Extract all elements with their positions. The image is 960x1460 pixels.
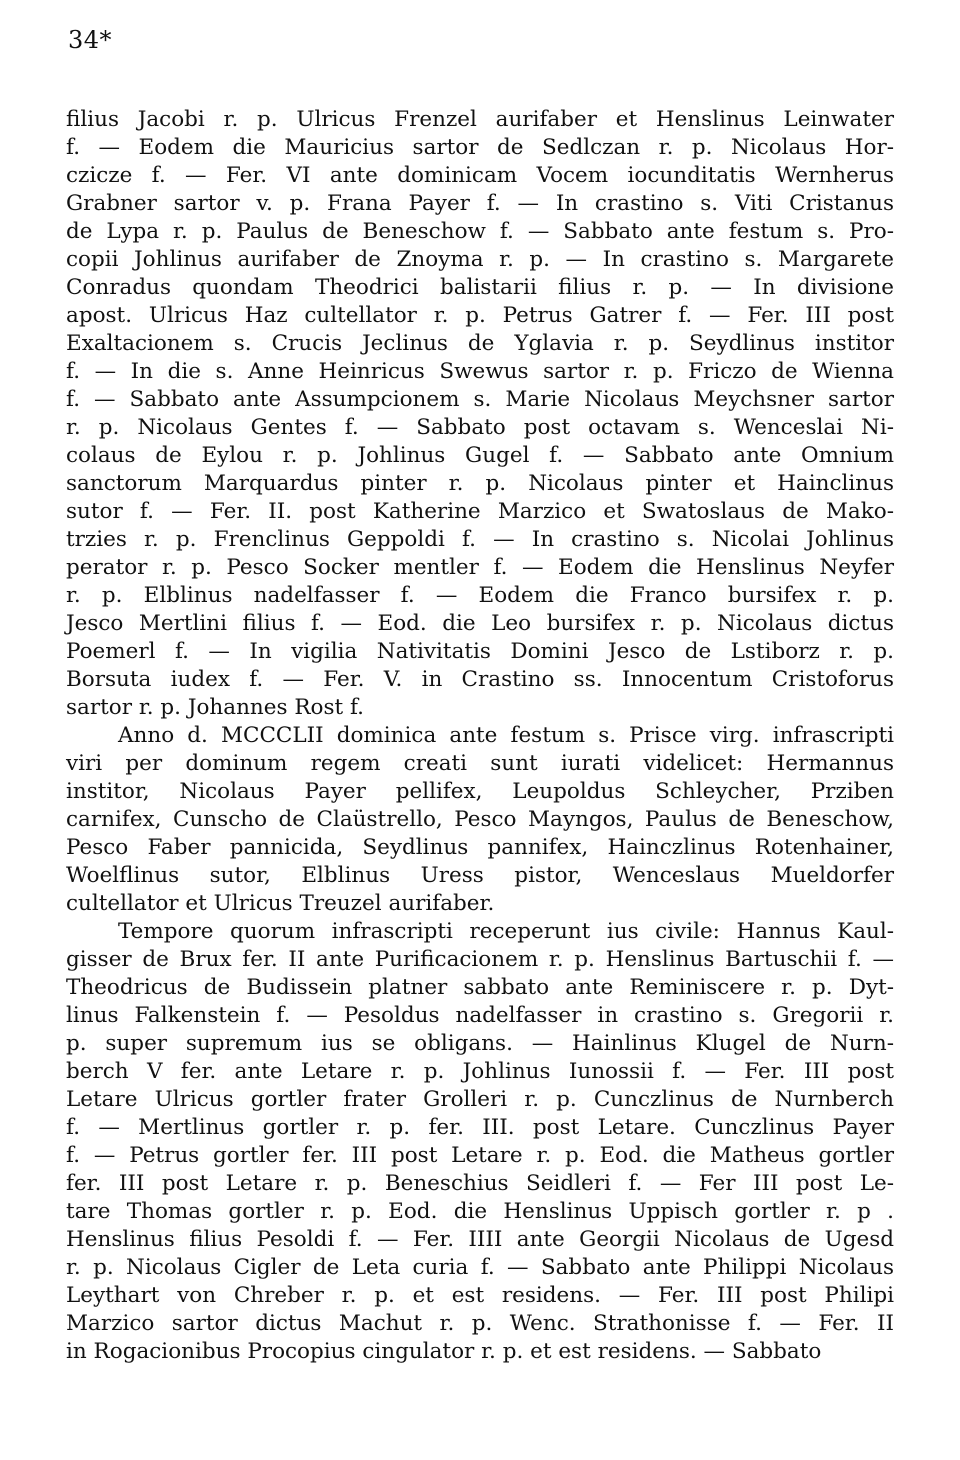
text-line: Woelflinus sutor, Elblinus Uress pistor, Wenceslaus Mueldorfer [66, 863, 894, 888]
text-line: Conradus quondam Theodrici balistarii filius r. p. — In divisione [66, 275, 894, 300]
text-line: tare Thomas gortler r. p. Eod. die Henslinus Uppisch gortler r. p . [66, 1199, 894, 1224]
text-line: f. — Mertlinus gortler r. p. fer. III. post Letare. Cunczlinus Payer [66, 1115, 894, 1140]
text-line: Anno d. MCCCLII dominica ante festum s. Prisce virg. infrascripti [118, 723, 894, 748]
text-line: r. p. Nicolaus Cigler de Leta curia f. — Sabbato ante Philippi Nicolaus [66, 1255, 894, 1280]
text-line: f. — In die s. Anne Heinricus Swewus sartor r. p. Friczo de Wienna [66, 359, 894, 384]
text-line: Marzico sartor dictus Machut r. p. Wenc. Strathonisse f. — Fer. II [66, 1311, 894, 1336]
page-number: 34* [68, 26, 113, 54]
paragraph [66, 106, 894, 722]
text-line: Jesco Mertlini filius f. — Eod. die Leo bursifex r. p. Nicolaus dictus [66, 611, 894, 636]
text-line: apost. Ulricus Haz cultellator r. p. Petrus Gatrer f. — Fer. III post [66, 303, 894, 328]
text-line: linus Falkenstein f. — Pesoldus nadelfasser in crastino s. Gregorii r. [66, 1003, 894, 1028]
text-line: Poemerl f. — In vigilia Nativitatis Domini Jesco de Lstiborz r. p. [66, 639, 894, 664]
text-line: viri per dominum regem creati sunt iurati videlicet: Hermannus [66, 751, 894, 776]
text-line: f. — Petrus gortler fer. III post Letare r. p. Eod. die Matheus gortler [66, 1143, 894, 1168]
text-line: perator r. p. Pesco Socker mentler f. — Eodem die Henslinus Neyfer [66, 555, 894, 580]
text-line: trzies r. p. Frenclinus Geppoldi f. — In crastino s. Nicolai Johlinus [66, 527, 894, 552]
text-line: r. p. Nicolaus Gentes f. — Sabbato post octavam s. Wenceslai Ni- [66, 415, 894, 440]
paragraph [66, 722, 894, 918]
text-line: r. p. Elblinus nadelfasser f. — Eodem die Franco bursifex r. p. [66, 583, 894, 608]
text-line: sartor r. p. Johannes Rost f. [66, 695, 365, 720]
text-line: de Lypa r. p. Paulus de Beneschow f. — Sabbato ante festum s. Pro- [66, 219, 894, 244]
text-line: p. super supremum ius se obligans. — Hainlinus Klugel de Nurn- [66, 1031, 894, 1056]
text-line: cultellator et Ulricus Treuzel aurifaber. [66, 891, 495, 916]
text-line: Theodricus de Budissein platner sabbato ante Reminiscere r. p. Dyt- [66, 975, 894, 1000]
text-line: Leythart von Chreber r. p. et est residens. — Fer. III post Philipi [66, 1283, 894, 1308]
text-line: Grabner sartor v. p. Frana Payer f. — In crastino s. Viti Cristanus [66, 191, 894, 216]
text-line: Letare Ulricus gortler frater Grolleri r. p. Cunczlinus de Nurnberch [66, 1087, 894, 1112]
text-line: filius Jacobi r. p. Ulricus Frenzel aurifaber et Henslinus Leinwater [66, 107, 894, 132]
text-line: copii Johlinus aurifaber de Znoyma r. p. — In crastino s. Margarete [66, 247, 894, 272]
text-line: carnifex, Cunscho de Claüstrello, Pesco Mayngos, Paulus de Beneschow, [66, 807, 894, 832]
text-line: f. — Eodem die Mauricius sartor de Sedlczan r. p. Nicolaus Hor- [66, 135, 894, 160]
text-line: Pesco Faber pannicida, Seydlinus pannifex, Hainczlinus Rotenhainer, [66, 835, 894, 860]
text-line: colaus de Eylou r. p. Johlinus Gugel f. — Sabbato ante Omnium [66, 443, 894, 468]
text-line: berch V fer. ante Letare r. p. Johlinus Iunossii f. — Fer. III post [66, 1059, 894, 1084]
text-line: czicze f. — Fer. VI ante dominicam Vocem iocunditatis Wernherus [66, 163, 894, 188]
text-line: fer. III post Letare r. p. Beneschius Seidleri f. — Fer III post Le- [66, 1171, 894, 1196]
body-text [66, 106, 894, 1366]
text-line: gisser de Brux fer. II ante Purificacionem r. p. Henslinus Bartuschii f. — [66, 947, 894, 972]
text-line: institor, Nicolaus Payer pellifex, Leupoldus Schleycher, Prziben [66, 779, 894, 804]
text-line: f. — Sabbato ante Assumpcionem s. Marie Nicolaus Meychsner sartor [66, 387, 894, 412]
text-line: Borsuta iudex f. — Fer. V. in Crastino ss. Innocentum Cristoforus [66, 667, 894, 692]
text-line: sanctorum Marquardus pinter r. p. Nicolaus pinter et Hainclinus [66, 471, 894, 496]
text-line: in Rogacionibus Procopius cingulator r. p. et est residens. — Sabbato [66, 1339, 822, 1364]
paragraph [66, 918, 894, 1366]
text-line: Henslinus filius Pesoldi f. — Fer. IIII ante Georgii Nicolaus de Ugesd [66, 1227, 894, 1252]
text-line: Tempore quorum infrascripti receperunt ius civile: Hannus Kaul- [118, 919, 894, 944]
text-line: Exaltacionem s. Crucis Jeclinus de Yglavia r. p. Seydlinus institor [66, 331, 894, 356]
text-line: sutor f. — Fer. II. post Katherine Marzico et Swatoslaus de Mako- [66, 499, 894, 524]
